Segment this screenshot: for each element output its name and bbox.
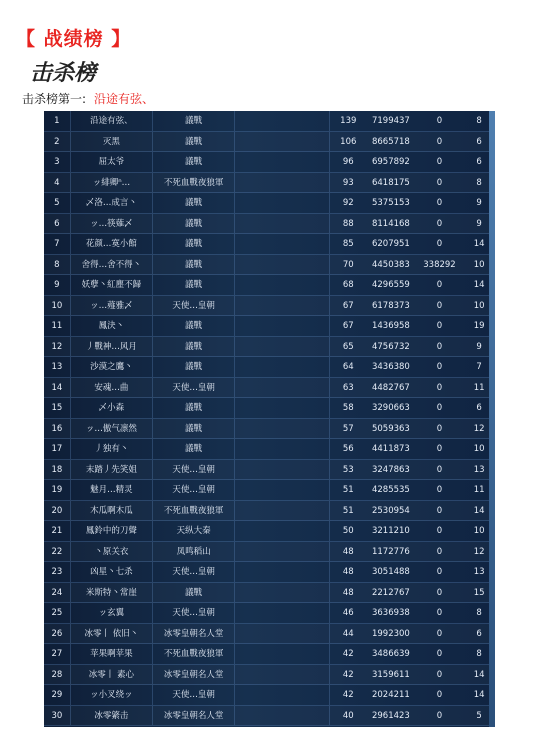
score-cell: 3247863 [371, 464, 410, 475]
value-a-cell: 0 [436, 649, 443, 660]
score-cell: 5059363 [371, 423, 410, 434]
value-a-cell: 0 [436, 177, 443, 188]
value-b-cell: 8 [476, 649, 482, 660]
score-cell: 6178373 [371, 300, 410, 311]
rank-cell: 23 [44, 562, 71, 582]
kill-leader-label: 击杀榜第一: [22, 92, 87, 106]
guild-cell: 冰零皇朝名人堂 [153, 624, 235, 644]
player-name-cell: 丿戰神…风月 [71, 337, 153, 357]
table-row [44, 193, 495, 214]
player-name-cell: 苹果啊苹果 [71, 644, 153, 664]
player-name-cell: 乄小森 [71, 398, 153, 418]
kills-cell: 46 [342, 608, 354, 619]
rank-cell: 21 [44, 521, 71, 541]
table-row [44, 214, 495, 235]
score-cell: 4482767 [371, 382, 410, 393]
value-a-cell: 0 [436, 505, 443, 516]
table-row [44, 275, 495, 296]
player-name-cell: 丶原关衣 [71, 542, 153, 562]
player-name-cell: 舍得…舍不得丶 [71, 255, 153, 275]
empty-cell [235, 316, 330, 336]
value-a-cell: 0 [436, 403, 443, 414]
score-cell: 4296559 [371, 280, 410, 291]
score-cell: 4756732 [371, 341, 410, 352]
table-row [44, 685, 495, 706]
rank-cell: 9 [44, 275, 71, 295]
board-title: 击杀榜 [30, 60, 97, 86]
value-b-cell: 5 [476, 710, 482, 721]
kills-cell: 63 [342, 382, 354, 393]
rank-cell: 22 [44, 542, 71, 562]
empty-cell [235, 562, 330, 582]
guild-cell: 不死血戰夜狼軍 [153, 644, 235, 664]
score-cell: 2024211 [371, 690, 410, 701]
value-a-cell: 0 [436, 669, 443, 680]
value-a-cell: 0 [436, 546, 443, 557]
rank-cell: 15 [44, 398, 71, 418]
table-row [44, 398, 495, 419]
score-cell: 2212767 [371, 587, 410, 598]
rank-cell: 26 [44, 624, 71, 644]
value-a-cell: 0 [436, 628, 443, 639]
rank-cell: 29 [44, 685, 71, 705]
value-a-cell: 0 [436, 526, 443, 537]
rank-cell: 27 [44, 644, 71, 664]
table-row [44, 111, 495, 132]
value-a-cell: 0 [436, 239, 443, 250]
value-a-cell: 338292 [423, 259, 456, 270]
player-name-cell: 灭黑 [71, 132, 153, 152]
empty-cell [235, 378, 330, 398]
score-cell: 1436958 [371, 321, 410, 332]
value-b-cell: 11 [473, 382, 485, 393]
empty-cell [235, 275, 330, 295]
table-row [44, 542, 495, 563]
empty-cell [235, 214, 330, 234]
value-b-cell: 10 [473, 444, 485, 455]
table-row [44, 706, 495, 727]
value-b-cell: 6 [476, 403, 482, 414]
player-name-cell: 屈太爷 [71, 152, 153, 172]
table-row [44, 378, 495, 399]
value-b-cell: 12 [473, 546, 485, 557]
empty-cell [235, 234, 330, 254]
value-a-cell: 0 [436, 157, 443, 168]
empty-cell [235, 439, 330, 459]
value-a-cell: 0 [436, 341, 443, 352]
player-name-cell: ッ緋卿ⁿ… [71, 173, 153, 193]
value-b-cell: 19 [473, 321, 485, 332]
value-a-cell: 0 [436, 423, 443, 434]
empty-cell [235, 706, 330, 726]
score-cell: 7199437 [371, 116, 410, 126]
guild-cell: 議戰 [153, 255, 235, 275]
empty-cell [235, 132, 330, 152]
kills-cell: 68 [342, 280, 354, 291]
value-b-cell: 13 [473, 567, 485, 578]
value-b-cell: 14 [473, 505, 485, 516]
score-cell: 1172776 [371, 546, 410, 557]
guild-cell: 不死血戰夜狼軍 [153, 173, 235, 193]
empty-cell [235, 460, 330, 480]
value-a-cell: 0 [436, 198, 443, 209]
empty-cell [235, 193, 330, 213]
empty-cell [235, 624, 330, 644]
guild-cell: 天使…皇朝 [153, 480, 235, 500]
kill-leader-line [22, 90, 154, 107]
empty-cell [235, 398, 330, 418]
rank-cell: 19 [44, 480, 71, 500]
kills-cell: 48 [342, 567, 354, 578]
player-name-cell: 沿途有弦、 [71, 111, 153, 131]
score-cell: 6207951 [371, 239, 410, 250]
kills-cell: 58 [342, 403, 354, 414]
value-b-cell: 13 [473, 464, 485, 475]
rank-cell: 7 [44, 234, 71, 254]
value-a-cell: 0 [436, 116, 443, 126]
empty-cell [235, 501, 330, 521]
player-name-cell: 花颜…寞小館 [71, 234, 153, 254]
score-cell: 3636938 [371, 608, 410, 619]
table-row [44, 562, 495, 583]
value-b-cell: 10 [473, 259, 485, 270]
player-name-cell: 安魂…曲 [71, 378, 153, 398]
guild-cell: 天使…皇朝 [153, 685, 235, 705]
rank-cell: 30 [44, 706, 71, 726]
empty-cell [235, 480, 330, 500]
table-row [44, 173, 495, 194]
value-b-cell: 9 [476, 341, 482, 352]
player-name-cell: 魅月…精灵 [71, 480, 153, 500]
guild-cell: 凤鸣稻山 [153, 542, 235, 562]
player-name-cell: 末踏丿先笑姐 [71, 460, 153, 480]
empty-cell [235, 583, 330, 603]
rank-cell: 4 [44, 173, 71, 193]
kills-cell: 67 [342, 321, 354, 332]
score-cell: 2530954 [371, 505, 410, 516]
value-b-cell: 9 [476, 218, 482, 229]
kills-cell: 42 [342, 649, 354, 660]
table-row [44, 337, 495, 358]
table-row [44, 644, 495, 665]
empty-cell [235, 419, 330, 439]
table-row [44, 296, 495, 317]
player-name-cell: 米斯特丶常崖 [71, 583, 153, 603]
guild-cell: 天纵大秦 [153, 521, 235, 541]
score-cell: 3159611 [371, 669, 410, 680]
player-name-cell: ッ玄翼 [71, 603, 153, 623]
rank-cell: 18 [44, 460, 71, 480]
value-a-cell: 0 [436, 280, 443, 291]
value-a-cell: 0 [436, 710, 443, 721]
guild-cell: 議戰 [153, 316, 235, 336]
rank-cell: 3 [44, 152, 71, 172]
value-b-cell: 14 [473, 239, 485, 250]
value-a-cell: 0 [436, 608, 443, 619]
value-b-cell: 12 [473, 423, 485, 434]
value-a-cell: 0 [436, 362, 443, 373]
player-name-cell: 鳳鈴中的刀聲 [71, 521, 153, 541]
kills-cell: 70 [342, 259, 354, 270]
value-b-cell: 8 [476, 608, 482, 619]
table-row [44, 234, 495, 255]
value-b-cell: 6 [476, 157, 482, 168]
rank-cell: 25 [44, 603, 71, 623]
empty-cell [235, 111, 330, 131]
empty-cell [235, 337, 330, 357]
table-row [44, 357, 495, 378]
guild-cell: 議戰 [153, 419, 235, 439]
score-cell: 1992300 [371, 628, 410, 639]
score-cell: 2961423 [371, 710, 410, 721]
empty-cell [235, 542, 330, 562]
guild-cell: 議戰 [153, 398, 235, 418]
table-row [44, 152, 495, 173]
rank-cell: 1 [44, 111, 71, 131]
guild-cell: 天使…皇朝 [153, 296, 235, 316]
player-name-cell: ッ小叉绕ッ [71, 685, 153, 705]
value-a-cell: 0 [436, 485, 443, 496]
kills-cell: 92 [342, 198, 354, 209]
value-a-cell: 0 [436, 218, 443, 229]
kills-cell: 67 [342, 300, 354, 311]
guild-cell: 議戰 [153, 234, 235, 254]
value-a-cell: 0 [436, 382, 443, 393]
value-b-cell: 14 [473, 669, 485, 680]
score-cell: 3051488 [371, 567, 410, 578]
rank-cell: 2 [44, 132, 71, 152]
kill-ranking-table [44, 111, 495, 727]
kills-cell: 51 [342, 485, 354, 496]
player-name-cell: 冰零丨 素心 [71, 665, 153, 685]
empty-cell [235, 173, 330, 193]
guild-cell: 議戰 [153, 152, 235, 172]
empty-cell [235, 521, 330, 541]
player-name-cell: 木瓜啊木瓜 [71, 501, 153, 521]
empty-cell [235, 603, 330, 623]
table-row [44, 603, 495, 624]
guild-cell: 議戰 [153, 357, 235, 377]
player-name-cell: 妖孽丶紅塵不歸 [71, 275, 153, 295]
kills-cell: 85 [342, 239, 354, 250]
guild-cell: 議戰 [153, 132, 235, 152]
section-title: 【 战绩榜 】 [16, 28, 132, 50]
score-cell: 6957892 [371, 157, 410, 168]
rank-cell: 13 [44, 357, 71, 377]
player-name-cell: 冰零綮击 [71, 706, 153, 726]
kills-cell: 88 [342, 218, 354, 229]
kills-cell: 42 [342, 669, 354, 680]
kills-cell: 65 [342, 341, 354, 352]
guild-cell: 天使…皇朝 [153, 378, 235, 398]
score-cell: 5375153 [371, 198, 410, 209]
table-row [44, 439, 495, 460]
player-name-cell: 丿独有丶 [71, 439, 153, 459]
kills-cell: 48 [342, 546, 354, 557]
kill-leader-name: 沿途有弦、 [94, 92, 155, 106]
value-b-cell: 8 [476, 116, 482, 126]
kills-cell: 44 [342, 628, 354, 639]
table-row [44, 460, 495, 481]
rank-cell: 5 [44, 193, 71, 213]
score-cell: 3211210 [371, 526, 410, 537]
rank-cell: 8 [44, 255, 71, 275]
kills-cell: 51 [342, 505, 354, 516]
score-cell: 8665718 [371, 136, 410, 147]
guild-cell: 議戰 [153, 583, 235, 603]
player-name-cell: ッ…傲气凛然 [71, 419, 153, 439]
rank-cell: 20 [44, 501, 71, 521]
player-name-cell: ッ…筷薙乄 [71, 214, 153, 234]
value-b-cell: 14 [473, 280, 485, 291]
guild-cell: 冰零皇朝名人堂 [153, 706, 235, 726]
empty-cell [235, 255, 330, 275]
kills-cell: 53 [342, 464, 354, 475]
empty-cell [235, 296, 330, 316]
empty-cell [235, 357, 330, 377]
score-cell: 4411873 [371, 444, 410, 455]
rank-cell: 24 [44, 583, 71, 603]
rank-cell: 17 [44, 439, 71, 459]
value-a-cell: 0 [436, 690, 443, 701]
value-a-cell: 0 [436, 567, 443, 578]
table-row [44, 501, 495, 522]
score-cell: 4450383 [371, 259, 410, 270]
score-cell: 3436380 [371, 362, 410, 373]
value-b-cell: 6 [476, 136, 482, 147]
player-name-cell: 冰零丨 依旧丶 [71, 624, 153, 644]
guild-cell: 議戰 [153, 275, 235, 295]
table-row [44, 132, 495, 153]
score-cell: 3290663 [371, 403, 410, 414]
kills-cell: 139 [340, 116, 357, 126]
value-b-cell: 9 [476, 198, 482, 209]
value-b-cell: 10 [473, 300, 485, 311]
table-row [44, 521, 495, 542]
kills-cell: 50 [342, 526, 354, 537]
value-a-cell: 0 [436, 444, 443, 455]
table-row [44, 316, 495, 337]
value-a-cell: 0 [436, 136, 443, 147]
empty-cell [235, 685, 330, 705]
table-row [44, 255, 495, 276]
value-a-cell: 0 [436, 464, 443, 475]
player-name-cell: ッ…薤雅乄 [71, 296, 153, 316]
table-row [44, 665, 495, 686]
value-b-cell: 6 [476, 628, 482, 639]
rank-cell: 28 [44, 665, 71, 685]
value-b-cell: 7 [476, 362, 482, 373]
kills-cell: 96 [342, 157, 354, 168]
value-b-cell: 14 [473, 690, 485, 701]
guild-cell: 議戰 [153, 337, 235, 357]
player-name-cell: 沙漠之鷹丶 [71, 357, 153, 377]
guild-cell: 議戰 [153, 193, 235, 213]
kills-cell: 42 [342, 690, 354, 701]
kills-cell: 57 [342, 423, 354, 434]
rank-cell: 12 [44, 337, 71, 357]
kills-cell: 48 [342, 587, 354, 598]
player-name-cell: 乄洛…成言丶 [71, 193, 153, 213]
guild-cell: 議戰 [153, 439, 235, 459]
value-b-cell: 10 [473, 526, 485, 537]
value-a-cell: 0 [436, 587, 443, 598]
table-row [44, 624, 495, 645]
value-a-cell: 0 [436, 321, 443, 332]
table-row [44, 480, 495, 501]
player-name-cell: 鳳決丶 [71, 316, 153, 336]
value-b-cell: 15 [473, 587, 485, 598]
player-name-cell: 凶星丶七杀 [71, 562, 153, 582]
kills-cell: 93 [342, 177, 354, 188]
rank-cell: 10 [44, 296, 71, 316]
table-row [44, 419, 495, 440]
empty-cell [235, 644, 330, 664]
empty-cell [235, 152, 330, 172]
guild-cell: 不死血戰夜狼軍 [153, 501, 235, 521]
score-cell: 6418175 [371, 177, 410, 188]
score-cell: 8114168 [371, 218, 410, 229]
value-b-cell: 11 [473, 485, 485, 496]
table-row [44, 583, 495, 604]
value-b-cell: 8 [476, 177, 482, 188]
rank-cell: 11 [44, 316, 71, 336]
score-cell: 3486639 [371, 649, 410, 660]
value-a-cell: 0 [436, 300, 443, 311]
rank-cell: 14 [44, 378, 71, 398]
score-cell: 4285535 [371, 485, 410, 496]
guild-cell: 天使…皇朝 [153, 460, 235, 480]
kills-cell: 40 [342, 710, 354, 721]
kills-cell: 64 [342, 362, 354, 373]
guild-cell: 議戰 [153, 111, 235, 131]
guild-cell: 天使…皇朝 [153, 603, 235, 623]
rank-cell: 16 [44, 419, 71, 439]
guild-cell: 天使…皇朝 [153, 562, 235, 582]
kills-cell: 56 [342, 444, 354, 455]
guild-cell: 議戰 [153, 214, 235, 234]
rank-cell: 6 [44, 214, 71, 234]
empty-cell [235, 665, 330, 685]
guild-cell: 冰零皇朝名人堂 [153, 665, 235, 685]
kills-cell: 106 [340, 136, 357, 147]
